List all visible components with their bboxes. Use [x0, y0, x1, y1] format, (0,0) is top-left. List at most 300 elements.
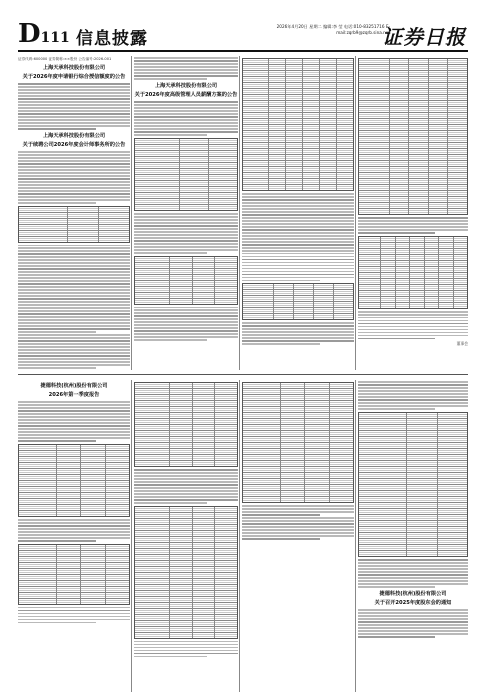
text-line: [18, 113, 130, 115]
text-line: [18, 175, 130, 177]
text-line: [242, 256, 354, 258]
table-cell: [57, 505, 81, 510]
table-cell: [396, 279, 410, 284]
table-cell: [81, 475, 105, 480]
table-cell: [448, 65, 467, 70]
table-cell: [294, 290, 314, 295]
text-line: [134, 246, 238, 248]
table-cell: [286, 125, 303, 130]
text-line: [18, 331, 96, 333]
table-cell: [359, 551, 407, 556]
table-cell: [215, 437, 237, 442]
table-cell: [19, 481, 57, 486]
text-line: [358, 390, 468, 392]
table-row: [243, 185, 353, 190]
table-cell: [243, 407, 281, 412]
table-cell: [334, 302, 353, 307]
table-cell: [305, 407, 329, 412]
table-cell: [396, 255, 410, 260]
table-cell: [330, 395, 353, 400]
table-cell: [135, 519, 170, 524]
table-cell: [407, 545, 437, 550]
table-cell: [359, 173, 390, 178]
table-cell: [359, 267, 381, 272]
table-cell: [303, 83, 320, 88]
text-line: [358, 326, 468, 328]
table-cell: [281, 467, 305, 472]
table-cell: [330, 425, 353, 430]
table-cell: [215, 263, 237, 268]
text-line: [18, 361, 130, 363]
text-block-8: [134, 307, 238, 342]
text-line: [18, 202, 96, 204]
text-line: [18, 310, 130, 312]
table-cell: [286, 83, 303, 88]
table-cell: [337, 107, 353, 112]
table-cell: [180, 181, 209, 186]
table-cell: [193, 449, 216, 454]
table-cell: [243, 125, 269, 130]
table-cell: [215, 455, 237, 460]
table-cell: [269, 113, 286, 118]
table-cell: [409, 131, 429, 136]
table-cell: [57, 451, 81, 456]
text-line: [242, 343, 320, 345]
table-cell: [209, 145, 237, 150]
table-cell: [425, 285, 439, 290]
text-line: [18, 437, 130, 439]
text-line: [18, 407, 130, 409]
table-cell: [390, 131, 410, 136]
table-row: [243, 314, 353, 319]
table-cell: [281, 443, 305, 448]
table-cell: [305, 437, 329, 442]
table-cell: [448, 203, 467, 208]
text-line: [134, 104, 238, 106]
text-line: [134, 321, 238, 323]
table-cell: [99, 213, 129, 218]
table-cell: [359, 161, 390, 166]
table-cell: [429, 83, 449, 88]
table-cell: [274, 302, 294, 307]
table-cell: [409, 185, 429, 190]
table-cell: [359, 131, 390, 136]
text-line: [18, 610, 130, 612]
table-cell: [170, 281, 193, 286]
table-cell: [359, 203, 390, 208]
text-line: [18, 277, 130, 279]
text-line: [358, 338, 435, 340]
text-line: [18, 519, 130, 521]
table-cell: [305, 497, 329, 502]
table-cell: [274, 296, 294, 301]
table-cell: [286, 185, 303, 190]
table-cell: [359, 125, 390, 130]
table-cell: [209, 169, 237, 174]
text-line: [242, 334, 354, 336]
text-line: [358, 586, 435, 588]
table-cell: [330, 443, 353, 448]
table-cell: [454, 243, 467, 248]
table-cell: [193, 561, 216, 566]
table-cell: [269, 143, 286, 148]
table-cell: [303, 161, 320, 166]
table-cell: [337, 179, 353, 184]
text-line: [134, 240, 238, 242]
text-line: [18, 190, 130, 192]
text-line: [18, 404, 130, 406]
text-line: [242, 532, 354, 534]
table-cell: [106, 445, 129, 450]
table-cell: [170, 513, 193, 518]
table-cell: [57, 493, 81, 498]
table-cell: [337, 161, 353, 166]
table-cell: [448, 185, 467, 190]
table-cell: [305, 485, 329, 490]
table-cell: [215, 567, 237, 572]
table-cell: [269, 137, 286, 142]
text-block-20: [358, 381, 468, 410]
table-cell: [337, 173, 353, 178]
text-line: [18, 325, 130, 327]
table-cell: [243, 284, 274, 289]
table-cell: [135, 549, 170, 554]
table-cell: [193, 461, 216, 466]
table-cell: [359, 509, 407, 514]
table-cell: [429, 185, 449, 190]
text-line: [358, 311, 468, 313]
text-line: [242, 325, 354, 327]
table-cell: [407, 461, 437, 466]
table-cell: [330, 485, 353, 490]
text-line: [134, 69, 238, 71]
table-cell: [305, 491, 329, 496]
table-cell: [170, 549, 193, 554]
table-cell: [215, 549, 237, 554]
table-cell: [303, 155, 320, 160]
table-cell: [390, 71, 410, 76]
table-cell: [390, 185, 410, 190]
table-cell: [135, 555, 170, 560]
text-line: [18, 181, 130, 183]
text-line: [134, 119, 238, 121]
table-cell: [243, 383, 281, 388]
table-cell: [135, 621, 170, 626]
table-cell: [409, 59, 429, 64]
text-line: [242, 211, 354, 213]
table-cell: [409, 179, 429, 184]
table-cell: [243, 485, 281, 490]
table-cell: [19, 511, 57, 516]
table-cell: [106, 463, 129, 468]
table-cell: [454, 273, 467, 278]
text-line: [242, 505, 354, 507]
signature: 董事会: [456, 341, 468, 347]
table-cell: [359, 279, 381, 284]
table-cell: [448, 143, 467, 148]
table-cell: [330, 497, 353, 502]
table-cell: [320, 173, 337, 178]
table-cell: [19, 505, 57, 510]
text-line: [18, 259, 130, 261]
table-cell: [281, 455, 305, 460]
text-line: [18, 313, 130, 315]
text-line: [18, 337, 130, 339]
table-cell: [19, 231, 68, 236]
table-cell: [281, 485, 305, 490]
table-cell: [180, 199, 209, 204]
table-cell: [409, 161, 429, 166]
table-cell: [193, 621, 216, 626]
text-line: [18, 346, 130, 348]
text-line: [242, 328, 354, 330]
table-cell: [407, 527, 437, 532]
table-cell: [410, 279, 424, 284]
table-cell: [193, 519, 216, 524]
table-cell: [81, 587, 105, 592]
text-line: [358, 402, 468, 404]
table-cell: [409, 197, 429, 202]
table-cell: [454, 291, 467, 296]
text-line: [358, 630, 468, 632]
table-cell: [409, 191, 429, 196]
table-cell: [337, 185, 353, 190]
table-cell: [305, 449, 329, 454]
table-cell: [337, 125, 353, 130]
table-cell: [269, 149, 286, 154]
table-cell: [330, 455, 353, 460]
table-grid: [242, 382, 354, 503]
table-cell: [106, 451, 129, 456]
text-line: [18, 298, 130, 300]
table-cell: [269, 155, 286, 160]
table-cell: [170, 567, 193, 572]
table-cell: [193, 293, 216, 298]
table-cell: [193, 383, 216, 388]
table-cell: [425, 255, 439, 260]
table-cell: [409, 143, 429, 148]
table-cell: [429, 197, 449, 202]
table-cell: [448, 113, 467, 118]
table-cell: [243, 302, 274, 307]
table-cell: [303, 65, 320, 70]
table-cell: [303, 59, 320, 64]
text-line: [134, 134, 207, 136]
table-cell: [320, 95, 337, 100]
table-cell: [359, 255, 381, 260]
table-cell: [409, 77, 429, 82]
data-table: [242, 283, 354, 320]
table-cell: [337, 131, 353, 136]
table-cell: [359, 113, 390, 118]
table-cell: [180, 169, 209, 174]
text-line: [18, 307, 130, 309]
text-line: [134, 499, 238, 501]
table-cell: [170, 443, 193, 448]
text-line: [242, 511, 354, 513]
text-line: [358, 633, 468, 635]
text-line: [18, 104, 130, 106]
text-line: [242, 259, 354, 261]
table-cell: [215, 615, 237, 620]
table-cell: [438, 437, 467, 442]
text-line: [358, 323, 468, 325]
table-cell: [448, 71, 467, 76]
table-cell: [429, 89, 449, 94]
table-cell: [281, 479, 305, 484]
table-cell: [81, 463, 105, 468]
table-cell: [170, 573, 193, 578]
text-line: [134, 493, 238, 495]
text-line: [134, 496, 238, 498]
text-line: [18, 349, 130, 351]
table-cell: [396, 291, 410, 296]
table-cell: [193, 543, 216, 548]
table-cell: [359, 533, 407, 538]
table-cell: [99, 237, 129, 242]
data-table: [134, 382, 238, 467]
table-cell: [303, 101, 320, 106]
table-cell: [410, 243, 424, 248]
table-cell: [409, 107, 429, 112]
table-cell: [170, 287, 193, 292]
table-cell: [106, 545, 129, 550]
table-cell: [269, 77, 286, 82]
table-row: [19, 511, 129, 516]
column-bottom-2: [134, 380, 238, 659]
table-cell: [81, 593, 105, 598]
text-line: [18, 401, 130, 403]
table-cell: [320, 89, 337, 94]
table-cell: [286, 95, 303, 100]
table-cell: [409, 71, 429, 76]
table-cell: [286, 107, 303, 112]
table-cell: [337, 137, 353, 142]
text-line: [358, 615, 468, 617]
table-cell: [294, 302, 314, 307]
table-cell: [81, 511, 105, 516]
table-cell: [215, 413, 237, 418]
text-line: [242, 238, 354, 240]
text-line: [358, 574, 468, 576]
table-cell: [286, 167, 303, 172]
table-cell: [454, 255, 467, 260]
table-cell: [359, 455, 407, 460]
table-cell: [215, 603, 237, 608]
table-cell: [135, 449, 170, 454]
text-line: [358, 624, 468, 626]
text-line: [18, 286, 130, 288]
table-cell: [448, 119, 467, 124]
table-cell: [334, 284, 353, 289]
text-line: [242, 265, 354, 267]
text-line: [242, 523, 354, 525]
column-bottom-3: [242, 380, 354, 541]
table-cell: [409, 101, 429, 106]
table-cell: [68, 207, 99, 212]
column-rule: [239, 380, 240, 692]
table-cell: [135, 263, 170, 268]
table-cell: [57, 563, 81, 568]
table-cell: [106, 475, 129, 480]
table-cell: [243, 119, 269, 124]
table-cell: [19, 599, 57, 604]
table-cell: [438, 521, 467, 526]
data-table: [242, 58, 354, 191]
table-cell: [106, 487, 129, 492]
text-line: [134, 234, 238, 236]
table-cell: [243, 83, 269, 88]
table-cell: [106, 599, 129, 604]
table-cell: [410, 273, 424, 278]
table-grid: [134, 506, 238, 639]
text-block-2: [18, 151, 130, 204]
text-line: [134, 78, 207, 80]
table-cell: [170, 609, 193, 614]
table-cell: [281, 383, 305, 388]
table-cell: [410, 237, 424, 242]
table-cell: [243, 89, 269, 94]
text-line: [18, 160, 130, 162]
table-cell: [193, 257, 216, 262]
table-cell: [410, 285, 424, 290]
table-cell: [81, 599, 105, 604]
table-cell: [425, 249, 439, 254]
announcement-company: 捷德科技(杭州)股份有限公司: [379, 590, 447, 597]
table-cell: [330, 389, 353, 394]
table-row: [243, 497, 353, 502]
table-cell: [320, 83, 337, 88]
data-table: [358, 236, 468, 309]
table-cell: [170, 389, 193, 394]
table-cell: [337, 119, 353, 124]
table-cell: [330, 461, 353, 466]
table-cell: [305, 479, 329, 484]
table-cell: [305, 425, 329, 430]
text-line: [242, 241, 354, 243]
text-line: [134, 653, 238, 655]
table-cell: [193, 287, 216, 292]
table-cell: [410, 249, 424, 254]
table-cell: [243, 437, 281, 442]
table-cell: [106, 587, 129, 592]
table-cell: [135, 597, 170, 602]
table-cell: [243, 173, 269, 178]
table-cell: [243, 167, 269, 172]
text-line: [18, 256, 130, 258]
table-cell: [209, 205, 237, 210]
text-line: [18, 343, 130, 345]
table-cell: [303, 131, 320, 136]
table-cell: [193, 525, 216, 530]
table-cell: [337, 143, 353, 148]
text-line: [358, 408, 435, 410]
text-line: [358, 568, 468, 570]
table-cell: [286, 155, 303, 160]
table-cell: [305, 467, 329, 472]
text-line: [134, 57, 238, 59]
table-cell: [359, 285, 381, 290]
table-cell: [359, 473, 407, 478]
table-cell: [243, 107, 269, 112]
table-cell: [215, 395, 237, 400]
table-cell: [439, 291, 453, 296]
table-cell: [303, 107, 320, 112]
table-cell: [390, 119, 410, 124]
data-table: [134, 138, 238, 211]
table-cell: [170, 621, 193, 626]
table-cell: [407, 443, 437, 448]
